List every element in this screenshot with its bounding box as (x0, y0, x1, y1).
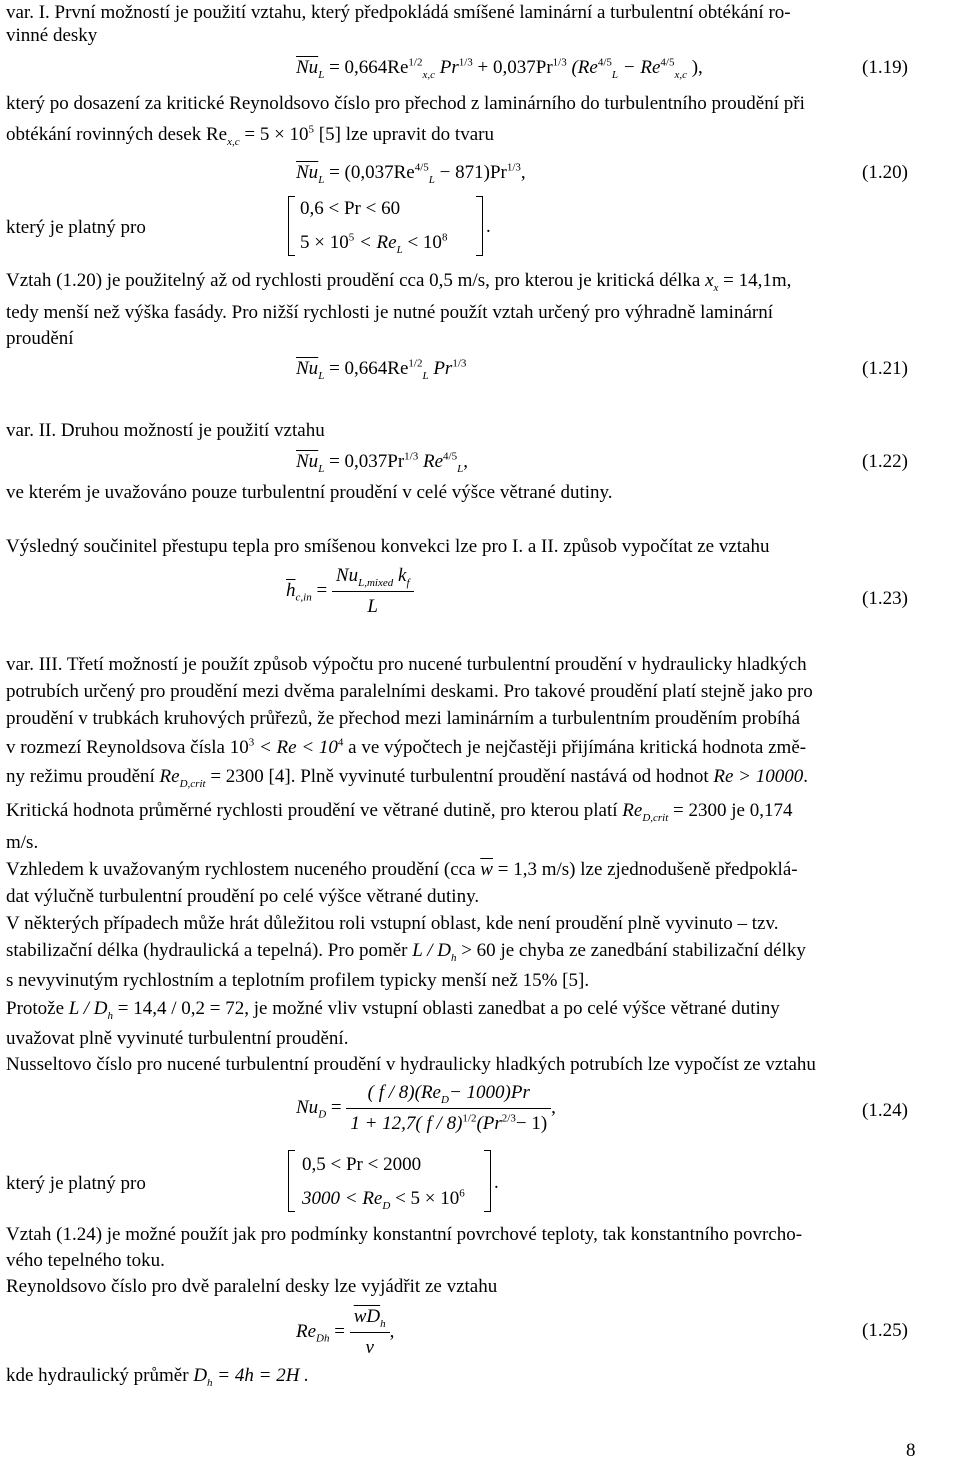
paragraph-line: Protože $L / D_h = 14,4 / 0,2 = 72$, je možné vliv vstupní oblasti zanedbat a po celé výšce větrané dutiny (6, 998, 780, 1022)
period: . (486, 216, 491, 237)
equation-number: (1.25) (862, 1320, 908, 1341)
paragraph-line: s nevyvinutým rychlostním a teplotním profilem typicky menší než 15% [5]. (6, 970, 590, 991)
paragraph-line: ve kterém je uvažováno pouze turbulentní proudění v celé výšce větrané dutiny. (6, 482, 613, 503)
paragraph-line: m/s. (6, 832, 39, 853)
paragraph-line: vinné desky (6, 25, 98, 46)
equation-1-23: $\overline{h}_{c,in}$ = $\frac{Nu_{L,mixed} k_f}{L}$ (286, 563, 414, 620)
page-number: 8 (906, 1440, 916, 1461)
condition-bracket-left (288, 1150, 295, 1212)
equation-1-22: $\overline{Nu}_L = 0,037Pr^{1/3}$ $Re^{4/5}_L$, (296, 450, 468, 475)
period: . (494, 1172, 499, 1193)
equation-1-25: $Re_{Dh}$ = $\frac{\overline{wD}_h}{\nu}$ , (296, 1304, 394, 1361)
paragraph-line: Nusseltovo číslo pro nucené turbulentní proudění v hydraulicky hladkých potrubích lze vypočíst ze vztahu (6, 1054, 816, 1075)
paragraph-line: Kritická hodnota průměrné rychlosti proudění ve větrané dutině, pro kterou platí $Re_{D,crit} = 2300$ je 0,174 (6, 800, 793, 824)
paragraph-line: tedy menší než výška fasády. Pro nižší rychlosti je nutné použít vztah určený pro výhradně laminární (6, 302, 773, 323)
paragraph-line: proudění (6, 328, 74, 349)
equation-number: (1.20) (862, 162, 908, 183)
paragraph-line: uvažovat plně vyvinuté turbulentní proudění. (6, 1028, 349, 1049)
equation-number: (1.21) (862, 358, 908, 379)
fraction: $\frac{\overline{wD}_h}{\nu}$ (350, 1304, 390, 1361)
equation-1-20: $\overline{Nu}_L = (0,037Re^{4/5}_L - 871)Pr^{1/3}$, (296, 161, 526, 186)
condition-line: $5 \times 10^5 < Re_L < 10^8$ (300, 231, 448, 256)
equation-1-24: $Nu_D$ = $\frac{( f / 8)(Re_D- 1000)Pr}{1 + 12,7( f / 8)^{1/2}(Pr^{2/3}- 1)}$ , (296, 1080, 556, 1137)
validity-label: který je platný pro (6, 217, 146, 238)
paragraph-line: proudění v trubkách kruhových průřezů, že přechod mezi laminárním a turbulentním prouděním probíhá (6, 708, 801, 729)
paragraph-line: stabilizační délka (hydraulická a tepelná). Pro poměr $L / D_h > 60$ je chyba ze zanedbání stabilizační délky (6, 940, 806, 964)
equation-1-19: $\overline{Nu}_L = 0,664Re^{1/2}_{x,c}$ $Pr^{1/3} + 0,037Pr^{1/3}$ ($Re^{4/5}_L - Re^{4/5}_{x,c}$ ), (296, 56, 703, 81)
paragraph-line: Výsledný součinitel přestupu tepla pro smíšenou konvekci lze pro I. a II. způsob vypočítat ze vztahu (6, 536, 770, 557)
validity-label: který je platný pro (6, 1173, 146, 1194)
paragraph-line: V některých případech může hrát důležitou roli vstupní oblast, kde není proudění plně vyvinuto – tzv. (6, 913, 779, 934)
paragraph-line: Vztah (1.24) je možné použít jak pro podmínky konstantní povrchové teploty, tak konstantního povrcho- (6, 1224, 803, 1245)
paragraph-line: var. III. Třetí možností je použít způsob výpočtu pro nucené turbulentní proudění v hydraulicky hladkých (6, 654, 807, 675)
equation-number: (1.24) (862, 1100, 908, 1121)
fraction: $\frac{( f / 8)(Re_D- 1000)Pr}{1 + 12,7( f / 8)^{1/2}(Pr^{2/3}- 1)}$ (346, 1080, 551, 1137)
paragraph-line: kde hydraulický průměr $D_h = 4h = 2H$ . (6, 1365, 309, 1389)
condition-line: $3000 < Re_D < 5 \times 10^6$ (302, 1187, 465, 1212)
paragraph-line: potrubích určený pro proudění mezi dvěma paralelními deskami. Pro takové proudění platí stejně jako pro (6, 681, 813, 702)
paragraph-line: dat výlučně turbulentní proudění po celé výšce větrané dutiny. (6, 886, 480, 907)
paragraph-line: v rozmezí Reynoldsova čísla $10^3 < Re < 10^4$ a ve výpočtech je nejčastěji přijímána kritická hodnota změ- (6, 736, 807, 758)
paragraph-line: var. I. První možností je použití vztahu, který předpokládá smíšené laminární a turbulentní obtékání ro- (6, 2, 791, 23)
condition-bracket-right (476, 196, 483, 256)
fraction: $\frac{Nu_{L,mixed} k_f}{L}$ (332, 563, 414, 620)
condition-line: 0,5 < Pr < 2000 (302, 1154, 422, 1175)
paragraph-line: který po dosazení za kritické Reynoldsovo číslo pro přechod z laminárního do turbulentního proudění při (6, 93, 805, 114)
paragraph-line: Reynoldsovo číslo pro dvě paralelní desky lze vyjádřit ze vztahu (6, 1276, 498, 1297)
equation-1-21: $\overline{Nu}_L = 0,664Re^{1/2}_L$ $Pr^{1/3}$ (296, 357, 467, 382)
condition-line: 0,6 < Pr < 60 (300, 198, 401, 219)
condition-bracket-left (288, 196, 295, 256)
equation-number: (1.22) (862, 451, 908, 472)
paragraph-line: ny režimu proudění $Re_{D,crit} = 2300$ [4]. Plně vyvinuté turbulentní proudění nastává od hodnot Re > 10000. (6, 766, 809, 790)
equation-number: (1.19) (862, 57, 908, 78)
paragraph-line: Vztah (1.20) je použitelný až od rychlosti proudění cca 0,5 m/s, pro kterou je kritická délka $x_x = 14,1m$, (6, 270, 792, 294)
paragraph-line: Vzhledem k uvažovaným rychlostem nuceného proudění (cca $\overline{w} = 1,3$ m/s) lze zjednodušeně předpoklá- (6, 859, 798, 880)
paragraph-line: vého tepelného toku. (6, 1250, 165, 1271)
equation-number: (1.23) (862, 588, 908, 609)
paragraph-line: obtékání rovinných desek $Re_{x,c} = 5 \times 10^5$ [5] lze upravit do tvaru (6, 123, 494, 148)
condition-bracket-right (484, 1150, 491, 1212)
paragraph-line: var. II. Druhou možností je použití vztahu (6, 420, 325, 441)
